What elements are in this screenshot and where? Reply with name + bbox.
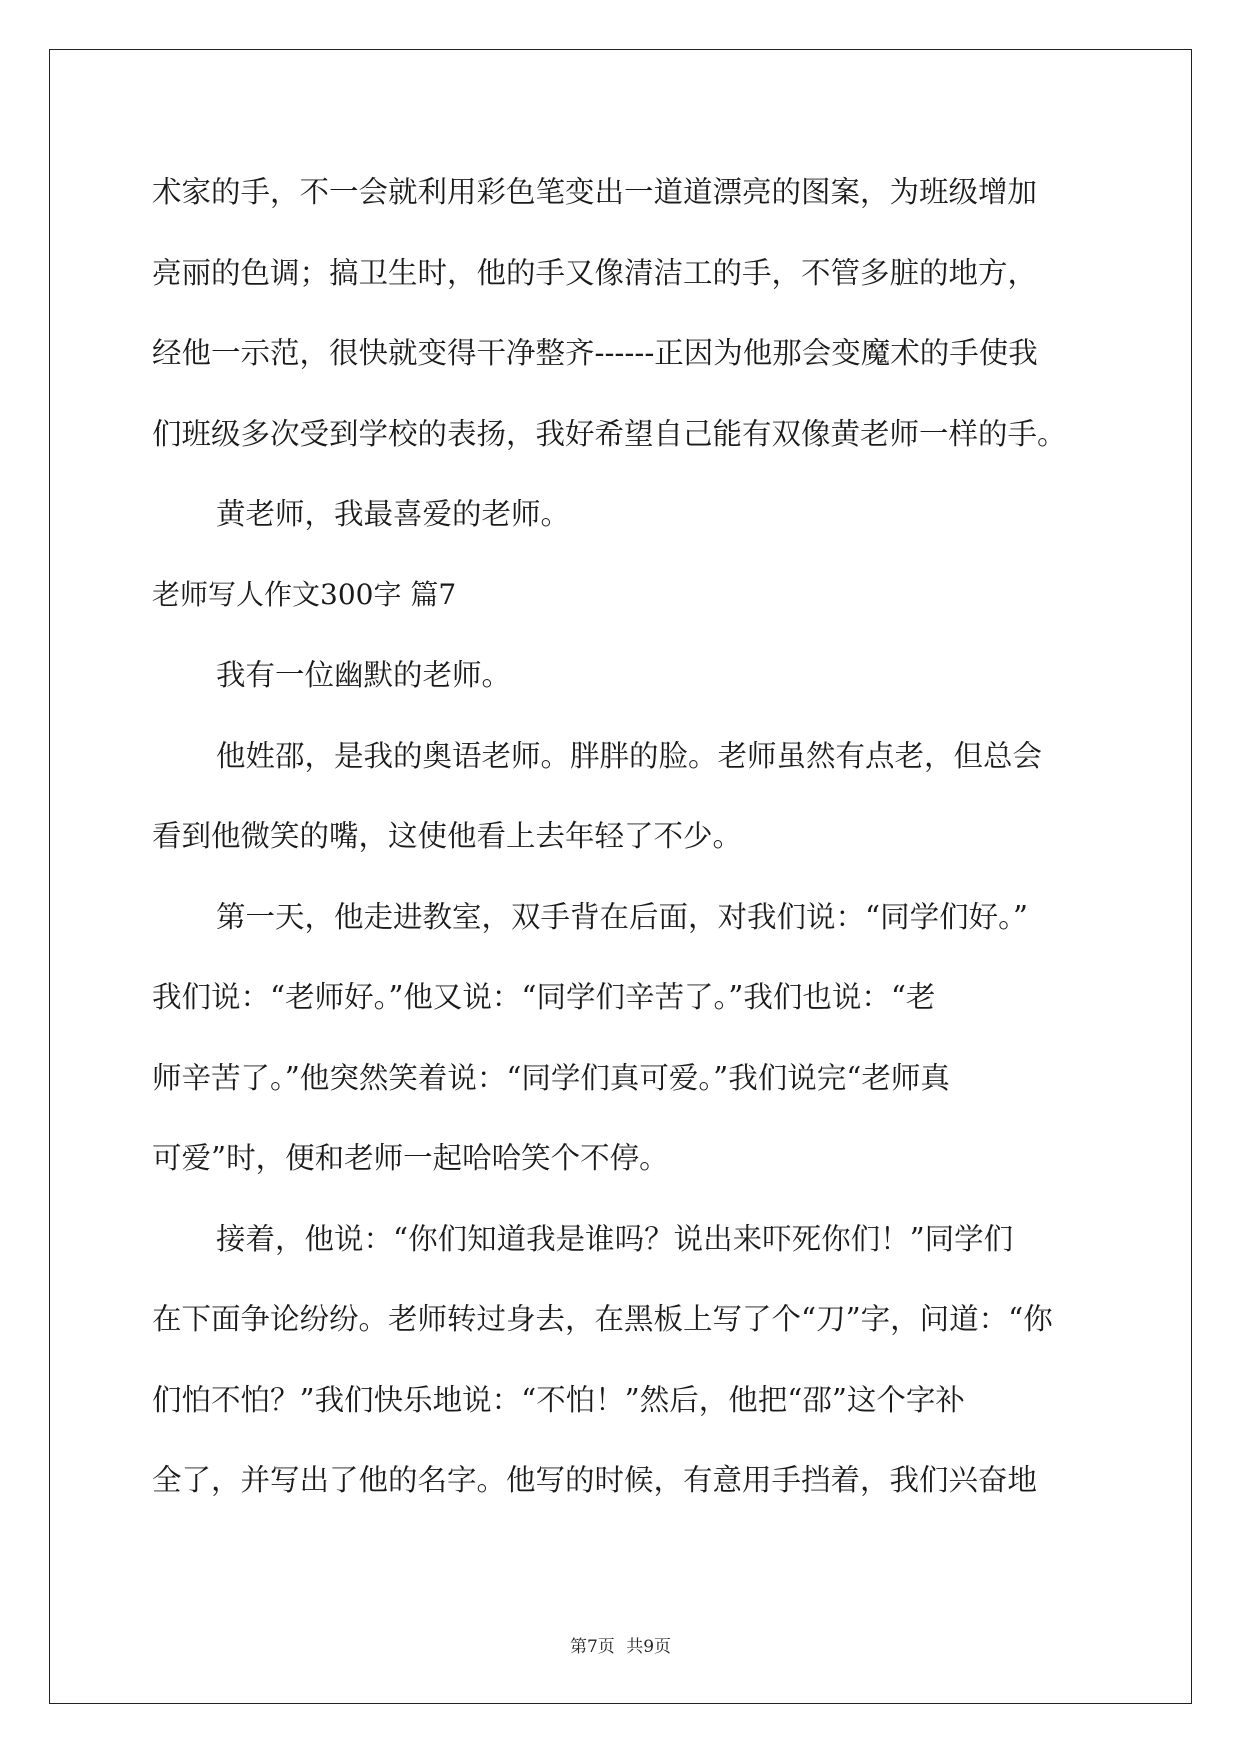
paragraph-line: 术家的手，不一会就利用彩色笔变出一道道漂亮的图案，为班级增加: [152, 175, 1038, 209]
total-pages: 共9页: [626, 1637, 672, 1657]
paragraph-line: 接着，他说：“你们知道我是谁吗？说出来吓死你们！”同学们: [216, 1221, 1014, 1256]
paragraph-line: 们怕不怕？”我们快乐地说：“不怕！”然后，他把“邵”这个字补: [152, 1382, 965, 1417]
paragraph-line: 们班级多次受到学校的表扬，我好希望自己能有双像黄老师一样的手。: [152, 416, 1067, 451]
paragraph-line: 看到他微笑的嘴，这使他看上去年轻了不少。: [152, 819, 743, 853]
current-page-number: 第7页: [569, 1637, 615, 1657]
section-heading: 老师写人作文300字 篇7: [152, 577, 457, 611]
paragraph-line: 第一天，他走进教室，双手背在后面，对我们说：“同学们好。”: [216, 899, 1028, 934]
document-body: [152, 160, 1092, 1529]
paragraph-line: 他姓邵，是我的奥语老师。胖胖的脸。老师虽然有点老，但总会: [216, 738, 1043, 773]
paragraph-line: 经他一示范，很快就变得干净整齐------正因为他那会变魔术的手使我: [152, 336, 1038, 370]
page-footer: [0, 1632, 1241, 1657]
paragraph-line: 可爱”时，便和老师一起哈哈笑个不停。: [152, 1141, 669, 1175]
paragraph-line: 黄老师，我最喜爱的老师。: [216, 497, 571, 531]
paragraph-line: 在下面争论纷纷。老师转过身去，在黑板上写了个“刀”字，问道：“你: [152, 1302, 1053, 1336]
paragraph-line: 全了，并写出了他的名字。他写的时候，有意用手挡着，我们兴奋地: [152, 1463, 1038, 1497]
paragraph-line: 我们说：“老师好。”他又说：“同学们辛苦了。”我们也说：“老: [152, 980, 936, 1014]
paragraph-line: 亮丽的色调；搞卫生时，他的手又像清洁工的手，不管多脏的地方，: [152, 255, 1038, 290]
paragraph-line: 我有一位幽默的老师。: [216, 658, 512, 692]
paragraph-line: 师辛苦了。”他突然笑着说：“同学们真可爱。”我们说完“老师真: [152, 1060, 950, 1095]
